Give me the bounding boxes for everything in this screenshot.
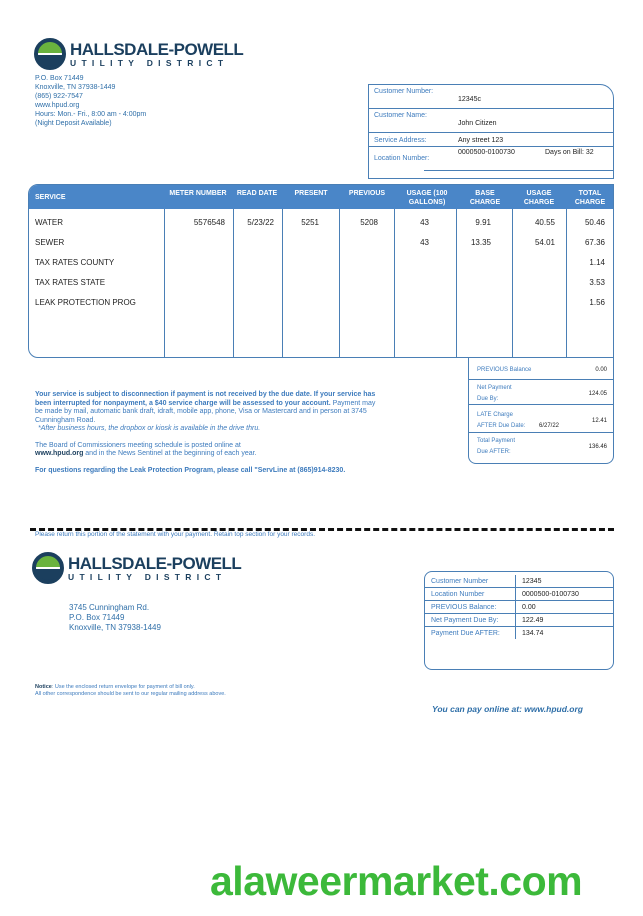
cell: TAX RATES COUNTY: [35, 258, 115, 267]
cell: 54.01: [534, 238, 555, 247]
stub-row: [425, 627, 613, 640]
location-number-label: Location Number:: [374, 155, 430, 162]
cell: SEWER: [35, 238, 65, 247]
notice-label: Notice: [35, 684, 52, 690]
payment-methods: Payment may be made by mail, automatic bank draft, idraft, mobile app, phone, Visa or Mastercard and in person at 3745 Cunningham Road.: [35, 399, 376, 424]
cell: TAX RATES STATE: [35, 278, 106, 287]
cell: 67.36: [584, 238, 605, 247]
balance-box: [468, 358, 614, 464]
stub-row-value: 12345: [522, 578, 542, 585]
customer-name: John Citizen: [458, 120, 497, 127]
logo-name: HALLSDALE-POWELL: [68, 553, 242, 573]
after-hours-note: *After business hours, the dropbox or kiosk is available in the drive thru.: [38, 425, 261, 432]
col-previous: PREVIOUS: [348, 190, 386, 197]
service-address: Any street 123: [458, 137, 504, 144]
col-service: SERVICE: [35, 194, 66, 201]
company-logo: [34, 38, 243, 70]
cell: 43: [420, 238, 429, 247]
col-usage-charge: USAGE CHARGE: [523, 190, 555, 206]
phone: (865) 922-7547: [35, 93, 83, 100]
service-address-label: Service Address:: [374, 137, 427, 144]
stub-row-label: Net Payment Due By:: [431, 617, 499, 624]
net-payment-label: Net Payment: [477, 385, 512, 391]
stub-summary-box: [424, 571, 614, 670]
stub-row: [425, 614, 613, 627]
stub-row: [425, 601, 613, 614]
charges-table: [28, 184, 614, 358]
due-date: 6/27/22: [539, 423, 560, 429]
table-header: [29, 185, 613, 209]
address-line: Knoxville, TN 37938-1449: [35, 84, 116, 91]
cell: 5251: [301, 218, 319, 227]
board-note-rest: and in the News Sentinel at the beginning of each year.: [83, 450, 257, 457]
pay-online-link[interactable]: You can pay online at: www.hpud.org: [432, 704, 583, 714]
previous-balance: 0.00: [595, 367, 607, 373]
stub-row-value: 0.00: [522, 604, 536, 611]
board-url[interactable]: www.hpud.org: [35, 450, 84, 457]
location-number: 0000500-0100730: [458, 149, 515, 156]
cell: 3.53: [589, 278, 605, 287]
disconnection-notice: Your service is subject to disconnection if payment is not received by the due date. If your service has been interrupted for nonpayment, a $40 service charge will be assessed to your account.: [35, 391, 376, 407]
late-charge: 12.41: [591, 418, 607, 424]
stub-row-label: PREVIOUS Balance:: [431, 604, 497, 611]
previous-balance-label: PREVIOUS Balance: [477, 367, 532, 373]
cell: 5208: [360, 218, 378, 227]
leak-protection-note: For questions regarding the Leak Protection Program, please call "ServLine at (865)914-8230.: [35, 466, 346, 474]
address-line: P.O. Box 71449: [35, 75, 84, 82]
cell: 43: [420, 218, 429, 227]
customer-info-box: [368, 84, 614, 179]
net-payment: 124.05: [588, 391, 607, 397]
cell: 5/23/22: [247, 218, 274, 227]
stub-row-value: 0000500-0100730: [522, 591, 579, 598]
late-charge-label: LATE Charge: [477, 412, 513, 418]
logo-icon: [34, 38, 66, 70]
cell: LEAK PROTECTION PROG: [35, 298, 136, 307]
logo-subname: UTILITY DISTRICT: [68, 571, 227, 582]
return-note: Please return this portion of the statement with your payment. Retain top section for your records.: [35, 531, 316, 538]
stub-row: [425, 588, 613, 601]
watermark: alaweermarket.com: [210, 858, 583, 904]
stub-logo: [32, 552, 241, 584]
cell: 9.91: [475, 218, 491, 227]
stub-row-value: 134.74: [522, 630, 544, 637]
remit-address: [69, 603, 161, 633]
logo-subname: UTILITY DISTRICT: [70, 57, 229, 68]
logo-name: HALLSDALE-POWELL: [70, 39, 244, 59]
due-after-label: Due AFTER:: [477, 449, 511, 455]
col-meter-number: METER NUMBER: [169, 190, 227, 197]
stub-row-label: Customer Number: [431, 578, 489, 585]
address-line: 3745 Cunningham Rd.: [69, 603, 150, 612]
col-usage: USAGE (100 GALLONS): [406, 190, 448, 206]
cell: 5576548: [193, 218, 225, 227]
days-on-bill: Days on Bill: 32: [545, 149, 594, 156]
website: www.hpud.org: [35, 102, 80, 109]
col-total-charge: TOTAL CHARGE: [574, 190, 606, 206]
col-present: PRESENT: [294, 190, 328, 197]
night-deposit: (Night Deposit Available): [35, 120, 112, 127]
col-read-date: READ DATE: [236, 190, 278, 197]
cell: 1.56: [589, 298, 605, 307]
company-address: [35, 74, 146, 128]
customer-name-label: Customer Name:: [374, 112, 427, 119]
cell: 1.14: [589, 258, 605, 267]
stub-row-label: Location Number: [431, 591, 485, 598]
cell: WATER: [35, 218, 63, 227]
board-note: The Board of Commissioners meeting schedule is posted online at: [35, 441, 241, 449]
customer-number-label: Customer Number:: [374, 88, 434, 95]
notice: [35, 684, 226, 698]
payment-notes: [35, 391, 385, 475]
cell: 13.35: [470, 238, 491, 247]
cell: 50.46: [584, 218, 605, 227]
col-base-charge: BASE CHARGE: [469, 190, 501, 206]
due-by-label: Due By:: [477, 396, 499, 402]
hours: Hours: Mon.- Fri., 8:00 am - 4:00pm: [35, 111, 147, 118]
stub-row-label: Payment Due AFTER:: [431, 630, 500, 637]
address-line: P.O. Box 71449: [69, 613, 125, 622]
customer-number: 12345c: [458, 96, 481, 103]
after-due-date-label: AFTER Due Date:: [477, 423, 526, 429]
logo-icon: [32, 552, 64, 584]
total-payment-label: Total Payment: [477, 438, 516, 444]
notice-text: : Use the enclosed return envelope for payment of bill only.: [51, 684, 195, 690]
total-payment: 136.46: [588, 444, 607, 450]
cell: 40.55: [534, 218, 555, 227]
stub-row: [425, 575, 613, 588]
notice-text-2: All other correspondence should be sent to our regular mailing address above.: [35, 691, 226, 697]
stub-row-value: 122.49: [522, 617, 544, 624]
address-line: Knoxville, TN 37938-1449: [69, 623, 161, 632]
